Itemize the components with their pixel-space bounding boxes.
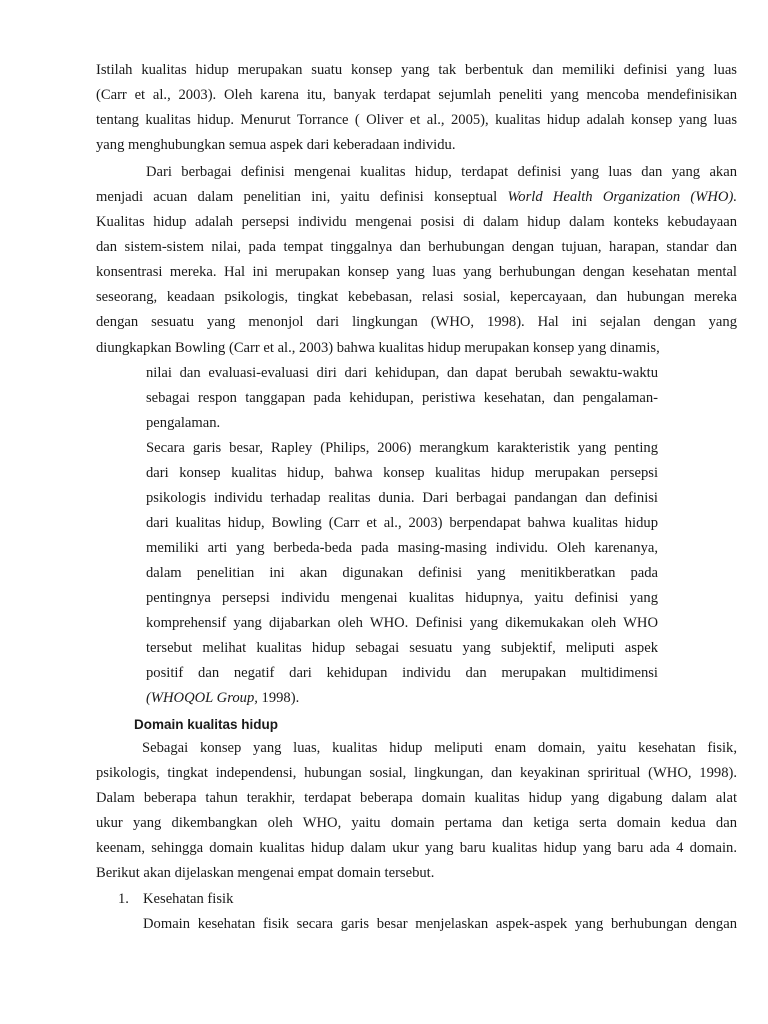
indented-line: nilai dan evaluasi-evaluasi diri dari kehidupan, dan dapat berubah sewaktu-waktu xyxy=(146,365,658,381)
paragraph-line: Istilah kualitas hidup merupakan suatu konsep yang tak berbentuk dan memiliki definisi yang luas xyxy=(96,62,737,78)
paragraph-text: menjadi acuan dalam penelitian ini, yaitu definisi konseptual xyxy=(96,189,508,205)
indented-line: psikologis individu terhadap realitas dunia. Dari berbagai pandangan dan definisi xyxy=(146,490,658,506)
paragraph-line: (Carr et al., 2003). Oleh karena itu, banyak terdapat sejumlah peneliti yang mencoba mendefinisikan xyxy=(96,87,737,103)
paragraph-line: Berikut akan dijelaskan mengenai empat domain tersebut. xyxy=(96,865,435,881)
paragraph-line: Dalam beberapa tahun terakhir, terdapat beberapa domain kualitas hidup yang digabung dalam alat xyxy=(96,790,737,806)
who-italic-text: World Health Organization (WHO). xyxy=(507,189,737,205)
section-heading: Domain kualitas hidup xyxy=(134,717,279,732)
citation-year: 1998). xyxy=(257,690,300,706)
indented-line: memiliki arti yang berbeda-beda pada masing-masing individu. Oleh karenanya, xyxy=(146,540,658,556)
list-item-label: Kesehatan fisik xyxy=(143,891,234,907)
paragraph-line: konsentrasi mereka. Hal ini merupakan konsep yang luas yang berhubungan dengan kesehatan mental xyxy=(96,264,737,280)
indented-line: dalam penelitian ini akan digunakan definisi yang menitikberatkan pada xyxy=(146,565,658,581)
paragraph-line: Dari berbagai definisi mengenai kualitas hidup, terdapat definisi yang luas dan yang akan xyxy=(146,164,737,180)
paragraph-line: diungkapkan Bowling (Carr et al., 2003) bahwa kualitas hidup merupakan konsep yang dinamis, xyxy=(96,340,660,356)
indented-line: komprehensif yang dijabarkan oleh WHO. Definisi yang dikemukakan oleh WHO xyxy=(146,615,658,631)
indented-line: tersebut melihat kualitas hidup sebagai sesuatu yang subjektif, meliputi aspek xyxy=(146,640,658,656)
list-number: 1. xyxy=(118,891,129,907)
paragraph-line: dan sistem-sistem nilai, pada tempat tinggalnya dan berhubungan dengan tujuan, harapan, standar dan xyxy=(96,239,737,255)
paragraph-line: psikologis, tingkat independensi, hubungan sosial, lingkungan, dan keyakinan spriritual (WHO, 1998). xyxy=(96,765,737,781)
paragraph-line: yang menghubungkan semua aspek dari keberadaan individu. xyxy=(96,137,456,153)
paragraph-line: ukur yang dikembangkan oleh WHO, yaitu domain pertama dan ketiga serta domain kedua dan xyxy=(96,815,737,831)
paragraph-line: Sebagai konsep yang luas, kualitas hidup meliputi enam domain, yaitu kesehatan fisik, xyxy=(142,740,737,756)
paragraph-line: seseorang, keadaan psikologis, tingkat kebebasan, relasi sosial, kepercayaan, dan hubungan mereka xyxy=(96,289,737,305)
indented-line: dari kualitas hidup, Bowling (Carr et al., 2003) berpendapat bahwa kualitas hidup xyxy=(146,515,658,531)
paragraph-line: Kualitas hidup adalah persepsi individu mengenai posisi di dalam hidup dalam konteks kebudayaan xyxy=(96,214,737,230)
paragraph-line: keenam, sehingga domain kualitas hidup dalam ukur yang baru kualitas hidup yang baru ada 4 domain. xyxy=(96,840,737,856)
indented-line xyxy=(146,689,299,708)
whoqol-italic-text: (WHOQOL Group, xyxy=(146,690,258,706)
paragraph-line: tentang kualitas hidup. Menurut Torrance ( Oliver et al., 2005), kualitas hidup adalah konsep yang luas xyxy=(96,112,737,128)
paragraph-line: dengan sesuatu yang menonjol dari lingkungan (WHO, 1998). Hal ini sejalan dengan yang xyxy=(96,314,737,330)
indented-line: pengalaman. xyxy=(146,415,221,431)
paragraph-line xyxy=(96,188,737,207)
indented-line: pentingnya persepsi individu mengenai kualitas hidupnya, yaitu definisi yang xyxy=(146,590,658,606)
indented-line: dari konsep kualitas hidup, bahwa konsep kualitas hidup merupakan persepsi xyxy=(146,465,658,481)
indented-line: sebagai respon tanggapan pada kehidupan, peristiwa kesehatan, dan pengalaman- xyxy=(146,390,658,406)
indented-line: positif dan negatif dari kehidupan individu dan merupakan multidimensi xyxy=(146,665,658,681)
paragraph-line: Domain kesehatan fisik secara garis besar menjelaskan aspek-aspek yang berhubungan dengan xyxy=(143,916,737,932)
indented-line: Secara garis besar, Rapley (Philips, 2006) merangkum karakteristik yang penting xyxy=(146,440,658,456)
